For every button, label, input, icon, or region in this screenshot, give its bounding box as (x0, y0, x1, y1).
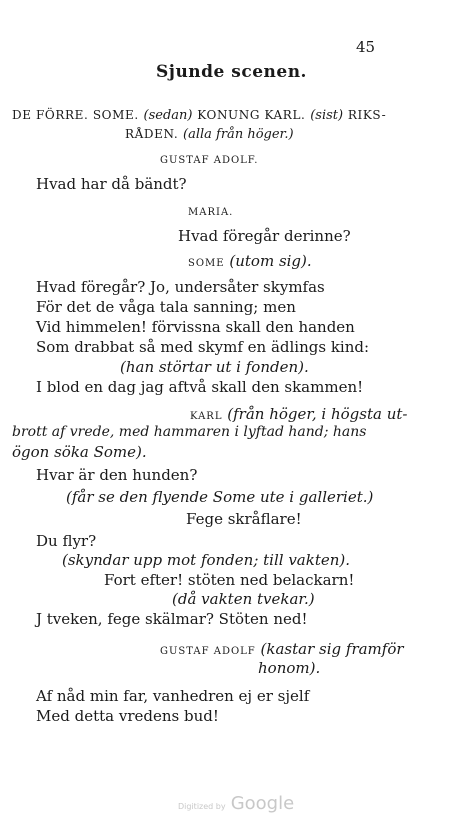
cast-note: (sist) (310, 108, 344, 123)
verse-line: Hvad föregår? Jo, undersåter skymfas (36, 278, 325, 296)
digitized-by-google-watermark (178, 793, 294, 814)
stage-direction: honom). (258, 659, 321, 677)
speaker-gustaf-adolf: GUSTAF ADOLF (160, 646, 256, 657)
verse-line: Vid himmelen! förvissna skall den handen (36, 318, 355, 336)
speaker-some: SOME (188, 258, 225, 269)
speaker-maria: MARIA. (188, 207, 234, 218)
speaker-karl: KARL (190, 411, 223, 422)
verse-line: Hvad har då bändt? (36, 175, 187, 193)
stage-direction: (får se den flyende Some ute i galleriet.) (66, 488, 374, 506)
verse-line: Som drabbat så med skymf en ädlings kind: (36, 338, 370, 356)
verse-line: J tveken, fege skälmar? Stöten ned! (36, 610, 308, 628)
cast-names: RIKS- (347, 108, 387, 122)
stage-direction: ögon söka Some). (12, 443, 147, 461)
stage-direction: brott af vrede, med hammaren i lyftad hand; hans (12, 424, 367, 440)
stage-direction: (då vakten tvekar.) (172, 590, 315, 608)
verse-line: Hvad föregår derinne? (178, 227, 351, 245)
speaker-karl-line (190, 405, 407, 423)
cast-list-line-1 (12, 105, 386, 123)
cast-names: KONUNG KARL. (197, 108, 306, 122)
speaker-gustaf-adolf: GUSTAF ADOLF. (160, 155, 259, 166)
watermark-prefix: Digitized by (178, 802, 226, 811)
verse-line: Fege skråflare! (186, 510, 302, 528)
stage-direction: (utom sig). (229, 252, 312, 270)
cast-names: RÅDEN. (125, 127, 179, 141)
speaker-some-line (188, 252, 312, 270)
verse-line: För det de våga tala sanning; men (36, 298, 296, 316)
speaker-gustaf-adolf-line (160, 640, 404, 658)
scene-title: Sjunde scenen. (156, 62, 307, 82)
verse-line: Hvar är den hunden? (36, 466, 198, 484)
stage-direction: (kastar sig framför (260, 640, 404, 658)
cast-list-line-2 (125, 124, 294, 142)
stage-direction: (han störtar ut i fonden). (120, 358, 309, 376)
cast-note: (alla från höger.) (183, 127, 294, 142)
verse-line: Med detta vredens bud! (36, 707, 219, 725)
cast-note: (sedan) (143, 108, 193, 123)
verse-line: Af nåd min far, vanhedren ej er sjelf (36, 687, 310, 705)
cast-names: DE FÖRRE. SOME. (12, 108, 139, 122)
stage-direction: (från höger, i högsta ut- (227, 405, 408, 423)
verse-line: I blod en dag jag aftvå skall den skammen! (36, 378, 364, 396)
page-number: 45 (356, 38, 376, 56)
stage-direction: (skyndar upp mot fonden; till vakten). (62, 551, 351, 569)
verse-line: Fort efter! stöten ned belackarn! (104, 571, 355, 589)
verse-line: Du flyr? (36, 532, 97, 550)
watermark-brand: Google (230, 793, 295, 814)
